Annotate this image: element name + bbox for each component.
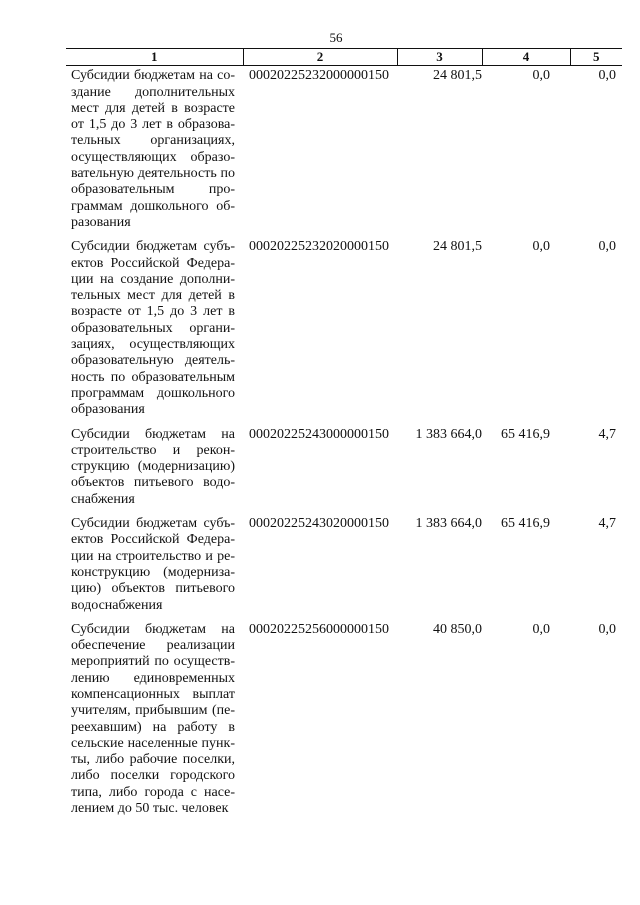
subsidy-name-line: Субсидии бюджетам на [71,426,235,442]
subsidy-name-line: программам дошкольного [71,385,235,401]
subsidy-name-line: от 1,5 до 3 лет в образова- [71,117,235,133]
subsidy-name-line: ность по образовательным [71,369,235,385]
subsidy-name-line: ектов Российской Федера- [71,255,235,271]
table-row [66,237,622,424]
percent-executed-cell: 0,0 [598,621,616,637]
subsidy-name-cell [66,425,243,514]
subsidy-name-line: разования [71,214,131,230]
subsidy-name-line: водоснабжения [71,597,163,613]
column-header: 2 [243,49,397,66]
amount-planned-cell: 1 383 664,0 [415,516,482,532]
subsidy-name-line: струкцию (модернизацию) [71,459,235,475]
subsidy-name-line: Субсидии бюджетам на со- [71,68,235,84]
subsidy-name-line: ектов Российской Федера- [71,532,235,548]
subsidy-name-cell [66,620,243,824]
subsidy-name-line: зациях, осуществляющих [71,337,235,353]
subsidy-name-line: типа, либо города с насе- [71,784,235,800]
amount-planned-cell: 1 383 664,0 [415,426,482,442]
budget-code-cell: 00020225232000000150 [249,68,389,84]
subsidy-name-line: образования [71,402,145,418]
subsidy-name-line: образовательным про- [71,182,235,198]
subsidy-name-line: мест для детей в возрасте [71,100,235,116]
column-header: 1 [66,49,243,66]
budget-code-cell: 00020225243020000150 [249,516,389,532]
subsidy-name-line: лению единовременных [71,670,235,686]
subsidy-name-line: ты, либо рабочие поселки, [71,752,235,768]
subsidy-name-line: обеспечение реализации [71,638,235,654]
subsidy-name-line: тельных мест для детей в [71,288,235,304]
subsidy-name-line: здание дополнительных [71,84,235,100]
table-row [66,620,622,824]
subsidy-name-line: учителям, прибывшим (пе- [71,703,235,719]
subsidy-name-line: Субсидии бюджетам субъ- [71,239,235,255]
subsidy-name-line: сельские населенные пунк- [71,735,235,751]
subsidy-name-cell [66,514,243,620]
subsidy-name-cell [66,237,243,424]
subsidy-name-line: снабжения [71,491,135,507]
amount-planned-cell: 24 801,5 [433,68,482,84]
subsidy-name-line: цию) объектов питьевого [71,581,235,597]
percent-executed-cell: 4,7 [598,426,616,442]
budget-code-cell: 00020225256000000150 [249,621,389,637]
amount-planned-cell: 24 801,5 [433,239,482,255]
subsidy-name-line: ции на создание дополни- [71,271,235,287]
subsidy-name-line: Субсидии бюджетам субъ- [71,516,235,532]
subsidy-name-line: строительство и рекон- [71,442,235,458]
percent-executed-cell: 0,0 [598,239,616,255]
subsidy-name-line: мероприятий по осуществ- [71,654,235,670]
subsidy-name-line: осуществляющих образо- [71,149,235,165]
percent-executed-cell: 0,0 [598,68,616,84]
table-row [66,514,622,620]
budget-code-cell: 00020225232020000150 [249,239,389,255]
subsidy-name-line: граммам дошкольного об- [71,198,235,214]
page-number: 56 [329,30,343,45]
budget-code-cell: 00020225243000000150 [249,426,389,442]
column-header: 5 [570,49,622,66]
subsidy-name-line: ции на строительство и ре- [71,548,235,564]
subsidy-name-line: либо поселки городского [71,768,235,784]
column-header: 3 [397,49,482,66]
amount-executed-cell: 0,0 [532,621,550,637]
subsidy-name-line: образовательную деятель- [71,353,235,369]
table-row [66,425,622,514]
subsidy-name-line: тельных организациях, [71,133,235,149]
amount-planned-cell: 40 850,0 [433,621,482,637]
subsidy-name-line: Субсидии бюджетам на [71,621,235,637]
subsidy-name-line: компенсационных выплат [71,686,235,702]
header-row [66,49,622,66]
amount-executed-cell: 0,0 [532,239,550,255]
amount-executed-cell: 0,0 [532,68,550,84]
amount-executed-cell: 65 416,9 [501,516,550,532]
column-header: 4 [482,49,570,66]
subsidy-name-line: образовательных органи- [71,320,235,336]
percent-executed-cell: 4,7 [598,516,616,532]
subsidy-name-line: лением до 50 тыс. человек [71,801,229,817]
subsidy-name-line: возрасте от 1,5 до 3 лет в [71,304,235,320]
subsidy-name-line: объектов питьевого водо- [71,475,235,491]
subsidy-name-line: вательную деятельность по [71,166,235,182]
subsidy-name-line: реехавшим) на работу в [71,719,235,735]
budget-table [66,48,622,823]
subsidy-name-cell [66,66,243,237]
amount-executed-cell: 65 416,9 [501,426,550,442]
table-row [66,66,622,237]
subsidy-name-line: конструкцию (модерниза- [71,564,235,580]
